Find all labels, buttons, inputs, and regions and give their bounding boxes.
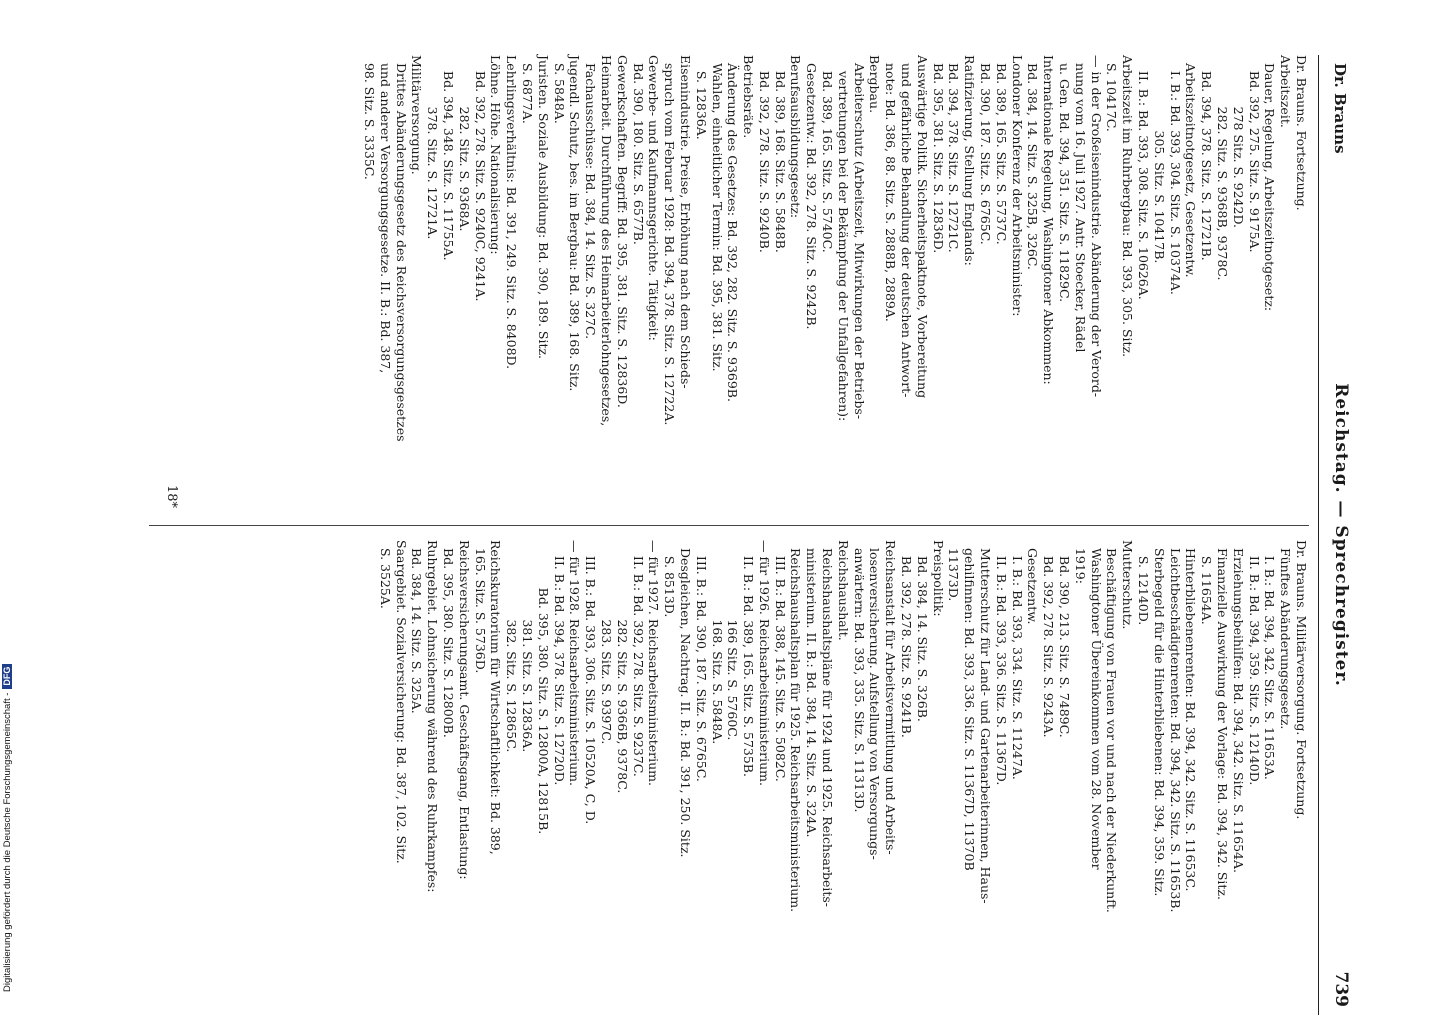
register-entry-line: I. B.: Bd. 394, 342. Sitz. S. 11653A. xyxy=(1262,540,1278,780)
register-entry-line: Desgleichen, Nachtrag. II. B.: Bd. 391, 250. Sitz. xyxy=(677,540,693,858)
register-entry-line: Eisenindustrie. Preise, Erhöhung nach dem Schieds- xyxy=(677,55,693,389)
register-entry-line: Bd. 394, 378. Sitz. S. 12721C. xyxy=(946,55,962,253)
register-entry-line: 165. Sitz. S. 5736D. xyxy=(472,540,488,674)
register-entry-line: Mutterschutz für Land- und Gartenarbeiterinnen, Haus- xyxy=(978,540,994,904)
register-entry-line: anwärtern: Bd. 393, 335. Sitz. S. 11313D. xyxy=(851,540,867,813)
register-entry-line: gehilfinnen: Bd. 393, 336. Sitz. S. 11367D, 11370B xyxy=(962,540,978,871)
register-entry-line: 282. Sitz. S. 9366B, 9378C. xyxy=(614,540,630,794)
register-entry-line: Gewerkschaften. Begriff: Bd. 395, 381. Sitz. S. 12836D. xyxy=(614,55,630,408)
register-entry-line: Gesetzentw. xyxy=(1025,540,1041,625)
register-entry-line: — in der Großeisenindustrie. Abänderung der Verord- xyxy=(1088,55,1104,398)
register-entry-line: II. B.: Bd. 389, 165. Sitz. S. 5735B. xyxy=(741,540,757,777)
register-entry-line: vertretungen bei der Bekämpfung der Unfallgefahren): xyxy=(835,55,851,422)
page-number: 739 xyxy=(1331,971,1351,1007)
digitization-credit xyxy=(2,664,13,992)
page-header xyxy=(1318,55,1359,1015)
register-entry-line: Fünftes Abänderungsgesetz. xyxy=(1278,540,1294,730)
register-entry-line: Arbeitszeit. xyxy=(1278,55,1294,128)
register-entry-line: 305. Sitz. S. 10417B. xyxy=(1151,55,1167,264)
register-entry-line: Bd. 394, 378. Sitz. S. 12721B. xyxy=(1199,55,1215,261)
register-entry-line: Gewerbe- und Kaufmannsgerichte. Tätigkeit: xyxy=(646,55,662,341)
register-entry-line: Arbeitszeit im Ruhrbergbau: Bd. 393, 305. Sitz. xyxy=(1120,55,1136,358)
register-entry-line: S. 10417C. xyxy=(1104,55,1120,132)
register-entry-line: 378. Sitz. S. 12721A. xyxy=(425,55,441,240)
register-entry-line: Militärversorgung. xyxy=(409,55,425,175)
register-entry-line: 382. Sitz. S. 12865C. xyxy=(504,540,520,753)
register-entry-line: u. Gen. Bd. 394, 351. Sitz. S. 11829C. xyxy=(1057,55,1073,303)
register-entry-line: Sterbegeld für die Hinterbliebenen: Bd. 394, 359. Sitz. xyxy=(1151,540,1167,897)
register-entry-line: und anderer Versorgungsgesetze. II. B.: Bd. 387, xyxy=(377,55,393,374)
credit-text: Digitalisierung gefördert durch die Deutsche Forschungsgemeinschaft - xyxy=(2,692,13,992)
register-entry-line: — für 1927. Reichsarbeitsministerium. xyxy=(646,540,662,786)
register-entry-line: III. B.: Bd. 390, 187. Sitz. S. 6765C. xyxy=(693,540,709,782)
register-entry-line: Bd. 392, 275. Sitz. S. 9175A. xyxy=(1246,55,1262,253)
register-entry-line: Fachausschüsse: Bd. 384, 14. Sitz. S. 327C. xyxy=(583,55,599,340)
register-entry-line: II. B.: Bd. 394, 378. Sitz. S. 12720D. xyxy=(551,540,567,786)
register-entry-line: Betriebsräte. xyxy=(741,55,757,139)
register-entry-line: Beschäftigung von Frauen vor und nach der Niederkunft. xyxy=(1104,540,1120,913)
header-speaker-name: Dr. Brauns xyxy=(1331,63,1349,154)
register-entry-line: Lehrlingsverhältnis: Bd. 391, 249. Sitz. S. 8408D. xyxy=(504,55,520,370)
register-entry-line: — für 1928. Reichsarbeitsministerium. xyxy=(567,540,583,786)
register-entry-line: spruch vom Februar 1928: Bd. 394, 378. Sitz. S. 12722A. xyxy=(662,55,678,426)
register-entry-line: 98. Sitz. S. 3335C. xyxy=(361,55,377,180)
header-title: Reichstag. — Sprechregister. xyxy=(1331,383,1351,687)
register-entry-line: II. B.: Bd. 393, 308. Sitz. S. 10626A. xyxy=(1136,55,1152,300)
register-entry-line: Bd. 392, 278. Sitz. S. 9240C, 9241A. xyxy=(472,55,488,302)
register-entry-line: II. B.: Bd. 393, 336. Sitz. S. 11367D. xyxy=(993,540,1009,786)
register-entry-line: Bd. 394, 348. Sitz. S. 11755A. xyxy=(440,55,456,261)
register-entry-line: S. 11654A. xyxy=(1199,540,1215,625)
register-entry-line: 166 Sitz. S. 5760C. xyxy=(725,540,741,741)
register-entry-line: Bd. 389, 168. Sitz. S. 5848B. xyxy=(772,55,788,253)
register-entry-line: Dr. Brauns. Militärversorgung. Fortsetzung. xyxy=(1294,540,1309,820)
register-entry-line: Bd. 384, 14. Sitz. S. 325A. xyxy=(409,540,425,714)
register-entry-line: Reichsanstalt für Arbeitsvermittlung und Arbeits- xyxy=(883,540,899,855)
register-entry-line: Gesetzentw.: Bd. 392, 278. Sitz. S. 9242B. xyxy=(804,55,820,330)
register-entry-line: Arbeiterschutz (Arbeitszeit, Mitwirkungen der Betriebs- xyxy=(851,55,867,420)
register-entry-line: Bd. 395, 380. Sitz. S. 12800A, 12815B. xyxy=(535,540,551,835)
register-entry-line: Ruhrgebiet. Lohnsicherung während des Ruhrkampfes: xyxy=(425,540,441,893)
register-entry-line: S. 5848A. xyxy=(551,55,567,124)
register-entry-line: Internationale Regelung, Washingtoner Abkommen: xyxy=(1041,55,1057,385)
register-entry-line: Juristen. Soziale Ausbildung: Bd. 390, 189. Sitz. xyxy=(535,55,551,360)
register-entry-line: Bd. 392, 278. Sitz. S. 9243A. xyxy=(1041,540,1057,738)
register-entry-line: 283. Sitz. S. 9397C. xyxy=(598,540,614,745)
register-entry-line: und gefährliche Behandlung der deutschen Antwort- xyxy=(899,55,915,398)
register-entry-line: Londoner Konferenz der Arbeitsminister: xyxy=(1009,55,1025,317)
register-entry-line: 1919: xyxy=(1072,540,1088,584)
register-entry-line: Finanzielle Auswirkung der Vorlage: Bd. 394, 342. Sitz. xyxy=(1215,540,1231,900)
register-entry-line: Drittes Abänderungsgesetz des Reichsversorgungsgesetzes xyxy=(393,55,409,442)
register-entry-line: Bd. 392, 278. Sitz. S. 9241B. xyxy=(899,540,915,738)
register-entry-line: II. B.: Bd. 394, 359. Sitz. S. 12140D. xyxy=(1246,540,1262,786)
register-entry-line: nung vom 16. Juli 1927. Antr. Stoecker, Rädel xyxy=(1072,55,1088,353)
register-entry-line: Bd. 384, 14. Sitz. S. 325B, 326C. xyxy=(1025,55,1041,270)
register-entry-line: Wahlen, einheitlicher Termin: Bd. 395, 381. Sitz. xyxy=(709,55,725,372)
register-entry-line: Jugendl. Schutz, bes. im Bergbau: Bd. 389, 168. Sitz. xyxy=(567,55,583,392)
register-entry-line: 381. Sitz. S. 12836A. xyxy=(519,540,535,753)
register-entry-line: 278 Sitz. S. 9242D. xyxy=(1230,55,1246,229)
register-entry-line: III. B.: Bd. 393, 306. Sitz. S. 10520A, C, D. xyxy=(583,540,599,825)
register-entry-line: Bd. 395, 380. Sitz. S. 12800B. xyxy=(440,540,456,738)
register-entry-line: Bd. 392, 278. Sitz. S. 9240B. xyxy=(756,55,772,253)
register-entry-line: 11373D. xyxy=(946,540,962,602)
footer-page-mark: 18* xyxy=(164,485,179,509)
register-entry-line: Washingtoner Übereinkommen vom 28. November xyxy=(1088,540,1104,870)
dfg-logo: DFG xyxy=(2,664,12,689)
rotated-register-page xyxy=(99,55,1359,1015)
register-entry-line: 168. Sitz. S. 5848A. xyxy=(709,540,725,745)
register-entry-line: Berufsausbildungsgesetz: xyxy=(788,55,804,219)
register-entry-line: Löhne. Höhe. Nationalisierung: xyxy=(488,55,504,255)
register-entry-line: Reichshaushaltsplan für 1925. Reichsarbeitsministerium. xyxy=(788,540,804,913)
register-entry-line: note: Bd. 386, 88. Sitz. S. 2888B, 2889A. xyxy=(883,55,899,322)
register-entry-line: S. 3525A. xyxy=(377,540,393,609)
register-entry-line: Bd. 390, 213. Sitz. S. 7489C. xyxy=(1057,540,1073,738)
register-entry-line: I. B.: Bd. 393, 334. Sitz. S. 11247A. xyxy=(1009,540,1025,780)
register-entry-line: I. B.: Bd. 393, 304. Sitz. S. 10374A. xyxy=(1167,55,1183,295)
register-entry-line: losenversicherung. Aufstellung von Versorgungs- xyxy=(867,540,883,860)
register-entry-line: Bd. 389, 165. Sitz. S. 5740C. xyxy=(820,55,836,253)
register-entry-line: S. 8513D. xyxy=(662,540,678,618)
left-column xyxy=(361,55,1309,510)
register-entry-line: Hinterbliebenenrenten: Bd. 394, 342. Sitz. S. 11653C. xyxy=(1183,540,1199,892)
register-entry-line: Bd. 389, 165. Sitz. S. 5737C. xyxy=(993,55,1009,245)
register-entry-line: Reichshaushaltspläne für 1924 und 1925. Reichsarbeits- xyxy=(820,540,836,908)
register-entry-line: Mutterschutz. xyxy=(1120,540,1136,630)
register-entry-line: Bergbau. xyxy=(867,55,883,114)
register-entry-line: Auswärtige Politik. Sicherheitspaktnote, Vorbereitung xyxy=(914,55,930,399)
register-entry-line: Reichshaushalt. xyxy=(835,540,851,641)
register-entry-line: Reichsversicherungsamt. Geschäftsgang, Entlastung: xyxy=(456,540,472,880)
register-entry-line: 282. Sitz. S. 9368B, 9378C. xyxy=(1215,55,1231,281)
register-entry-line: Saargebiet. Sozialversicherung: Bd. 387, 102. Sitz. xyxy=(393,540,409,864)
register-entry-line: Preispolitik: xyxy=(930,540,946,617)
register-entry-line: Bd. 395, 381. Sitz. S. 12836D. xyxy=(930,55,946,254)
register-entry-line: Reichskuratorium für Wirtschaftlichkeit: Bd. 389, xyxy=(488,540,504,855)
register-entry-line: S. 12140D. xyxy=(1136,540,1152,626)
register-entry-line: Bd. 384, 14. Sitz. S. 326B. xyxy=(914,540,930,722)
register-entry-line: Dr. Brauns. Fortsetzung. xyxy=(1294,55,1309,211)
register-entry-line: II. B.: Bd. 392, 278. Sitz. S. 9237C. xyxy=(630,540,646,777)
column-divider xyxy=(149,525,1309,526)
register-entry-line: Arbeitszeitnotgesetz, Gesetzentw. xyxy=(1183,55,1199,278)
register-entry-line: Dauer, Regelung, Arbeitszeitnotgesetz: xyxy=(1262,55,1278,312)
register-entry-line: S. 6877A. xyxy=(519,55,535,124)
register-entry-line: Bd. 390, 187. Sitz. S. 6765C. xyxy=(978,55,994,245)
register-entry-line: Erziehungsbeihilfen: Bd. 394, 342. Sitz. S. 11654A. xyxy=(1230,540,1246,873)
right-column xyxy=(377,540,1309,995)
register-entry-line: — für 1926. Reichsarbeitsministerium. xyxy=(756,540,772,786)
register-entry-line: Leichtbeschädigtenrenten: Bd. 394, 342. Sitz. S. 11653B. xyxy=(1167,540,1183,913)
register-entry-line: 282. Sitz. S. 9368A. xyxy=(456,55,472,232)
register-entry-line: ministerium. II. B.: Bd. 384, 14. Sitz. S. 324A. xyxy=(804,540,820,838)
register-entry-line: Bd. 390, 180. Sitz. S. 6577B. xyxy=(630,55,646,245)
register-entry-line: Änderung des Gesetzes: Bd. 392, 282. Sitz. S. 9369B. xyxy=(725,55,741,402)
register-entry-line: S. 12836A. xyxy=(693,55,709,140)
register-entry-line: Heimarbeit. Durchführung des Heimarbeiterlohngesetzes, xyxy=(598,55,614,427)
register-entry-line: III. B.: Bd. 388, 145. Sitz. S. 5082C. xyxy=(772,540,788,782)
register-entry-line: Ratifizierung, Stellung Englands: xyxy=(962,55,978,266)
